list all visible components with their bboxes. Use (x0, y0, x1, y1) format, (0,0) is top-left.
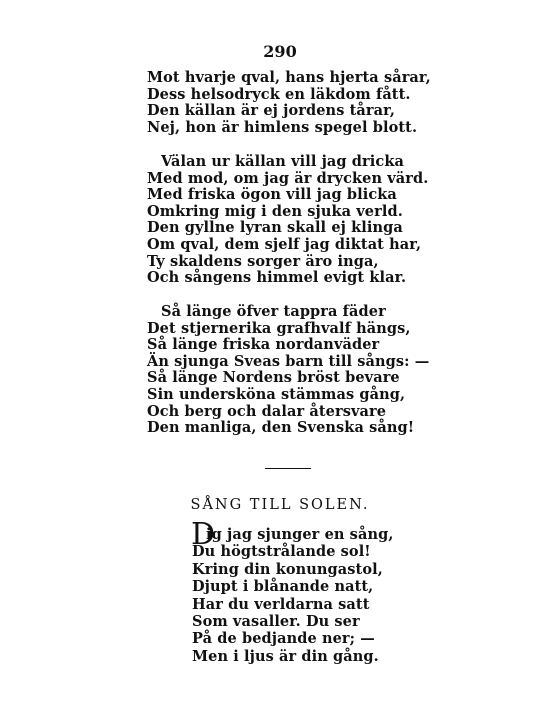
verse-line: Du högtstrålande sol! (192, 543, 371, 561)
stanza-1 (147, 70, 431, 136)
verse-line: Det stjernerika grafhvalf hängs, (147, 319, 411, 337)
verse-line: Har du verldarna satt (192, 595, 370, 613)
page-number: 290 (263, 42, 297, 61)
verse-line: På de bedjande ner; — (192, 630, 375, 648)
verse-line: Kring din konungastol, (192, 560, 383, 578)
verse-line: Mot hvarje qval, hans hjerta sårar, (147, 69, 431, 86)
verse-line: Den manliga, den Svenska sång! (147, 419, 415, 437)
verse-line: Den källan är ej jordens tårar, (147, 102, 395, 120)
verse-line: Så länge Nordens bröst bevare (147, 369, 400, 387)
drop-cap: D (191, 517, 216, 552)
verse-line: Och sångens himmel evigt klar. (147, 269, 407, 287)
verse-line: Med mod, om jag är drycken värd. (147, 169, 429, 187)
verse-line: Än sjunga Sveas barn till sångs: — (147, 352, 430, 370)
verse-line: Och berg och dalar återsvare (147, 402, 387, 420)
stanza-2 (147, 154, 428, 287)
verse-line: Men i ljus är din gång. (192, 647, 379, 665)
verse-line: Sin undersköna stämmas gång, (147, 385, 406, 403)
section-divider (265, 468, 311, 469)
verse-line: Som vasaller. Du ser (192, 612, 360, 630)
verse-line: ig jag sjunger en sång, (206, 526, 394, 543)
poem-title: SÅNG TILL SOLEN. (190, 497, 370, 513)
verse-line: Så länge öfver tappra fäder (161, 303, 386, 320)
verse-line: Med friska ögon vill jag blicka (147, 186, 397, 204)
stanza-3 (147, 304, 429, 437)
stanza-4 (192, 527, 393, 666)
verse-line: Välan ur källan vill jag dricka (161, 153, 404, 170)
verse-line: Den gyllne lyran skall ej klinga (147, 219, 403, 237)
verse-line: Dess helsodryck en läkdom fått. (147, 85, 411, 103)
verse-line: Om qval, dem sjelf jag diktat har, (147, 235, 422, 253)
verse-line: Djupt i blånande natt, (192, 578, 374, 596)
verse-line: Så länge friska nordanväder (147, 336, 380, 354)
verse-line: Ty skaldens sorger äro inga, (147, 252, 379, 270)
verse-line: Nej, hon är himlens spegel blott. (147, 118, 418, 136)
verse-line: Omkring mig i den sjuka verld. (147, 202, 403, 220)
